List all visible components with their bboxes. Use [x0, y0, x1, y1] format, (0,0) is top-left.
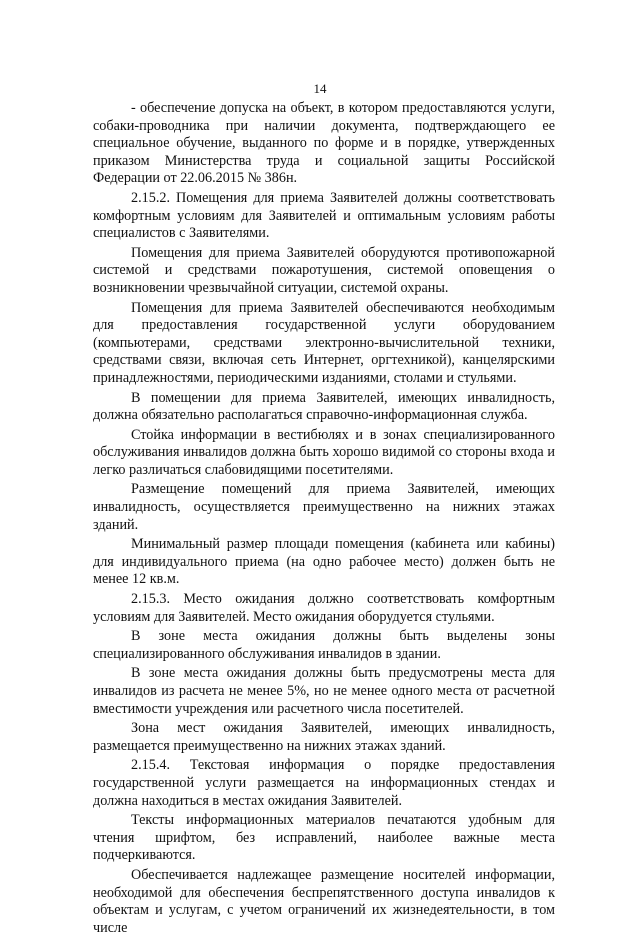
document-body: [93, 100, 555, 937]
paragraph-info-desk: Стойка информации в вестибюлях и в зонах специализированного обслуживания инвалидов должна быть хорошо видимой со стороны входа и легко различаться слабовидящими посетителями.: [93, 426, 555, 478]
paragraph-waiting-zone: Зона мест ожидания Заявителей, имеющих инвалидность, размещается преимущественно на нижних этажах зданий.: [93, 720, 555, 754]
paragraph-lower-floors: Размещение помещений для приема Заявителей, имеющих инвалидность, осуществляется преимущественно на нижних этажах зданий.: [93, 481, 555, 533]
paragraph-info-materials: Тексты информационных материалов печатаются удобным для чтения шрифтом, без исправлений, наиболее важные места подчеркиваются.: [93, 812, 555, 864]
paragraph-2-15-2: 2.15.2. Помещения для приема Заявителей должны соответствовать комфортным условиям для Заявителей и оптимальным условиям работы специалистов с Заявителями.: [93, 189, 555, 242]
paragraph-min-area: Минимальный размер площади помещения (кабинета или кабины) для индивидуального приема (на одно рабочее место) должен быть не менее 12 кв.м.: [93, 536, 555, 588]
paragraph-info-service: В помещении для приема Заявителей, имеющих инвалидность, должна обязательно располагаться справочно-информационная служба.: [93, 389, 555, 424]
paragraph-2-15-3: 2.15.3. Место ожидания должно соответствовать комфортным условиям для Заявителей. Место ожидания оборудуется стульями.: [93, 591, 555, 625]
paragraph-info-placement: Обеспечивается надлежащее размещение носителей информации, необходимой для обеспечения беспрепятственного доступа инвалидов к объектам и услугам, с учетом ограничений их жизнедеятельности, в том числе: [93, 866, 555, 936]
paragraph-equipment: Помещения для приема Заявителей обеспечиваются необходимым для предоставления государственной услуги оборудованием (компьютерами, средствами электронно-вычислительной техники, средствами связи, включая сеть Интернет, оргтехникой), канцелярскими принадлежностями, периодическими изданиями, столами и стульями.: [93, 299, 555, 386]
page-number: 14: [313, 81, 327, 96]
paragraph-fire-safety: Помещения для приема Заявителей оборудуются противопожарной системой и средствами пожаротушения, системой оповещения о возникновении чрезвычайной ситуации, системой охраны.: [93, 244, 555, 296]
paragraph-guide-dog-access: - обеспечение допуска на объект, в котором предоставляются услуги, собаки-проводника при наличии документа, подтверждающего ее специальное обучение, выданного по форме и в порядке, утвержденных приказом Министерства труда и социальной защиты Российской Федерации от 22.06.2015 № 386н.: [93, 100, 555, 187]
paragraph-2-15-4: 2.15.4. Текстовая информация о порядке предоставления государственной услуги размещается на информационных стендах и должна находиться в местах ожидания Заявителей.: [93, 757, 555, 809]
paragraph-special-zones: В зоне места ожидания должны быть выделены зоны специализированного обслуживания инвалидов в здании.: [93, 628, 555, 662]
paragraph-disabled-seats: В зоне места ожидания должны быть предусмотрены места для инвалидов из расчета не менее 5%, но не менее одного места от расчетной вместимости учреждения или расчетного числа посетителей.: [93, 665, 555, 717]
